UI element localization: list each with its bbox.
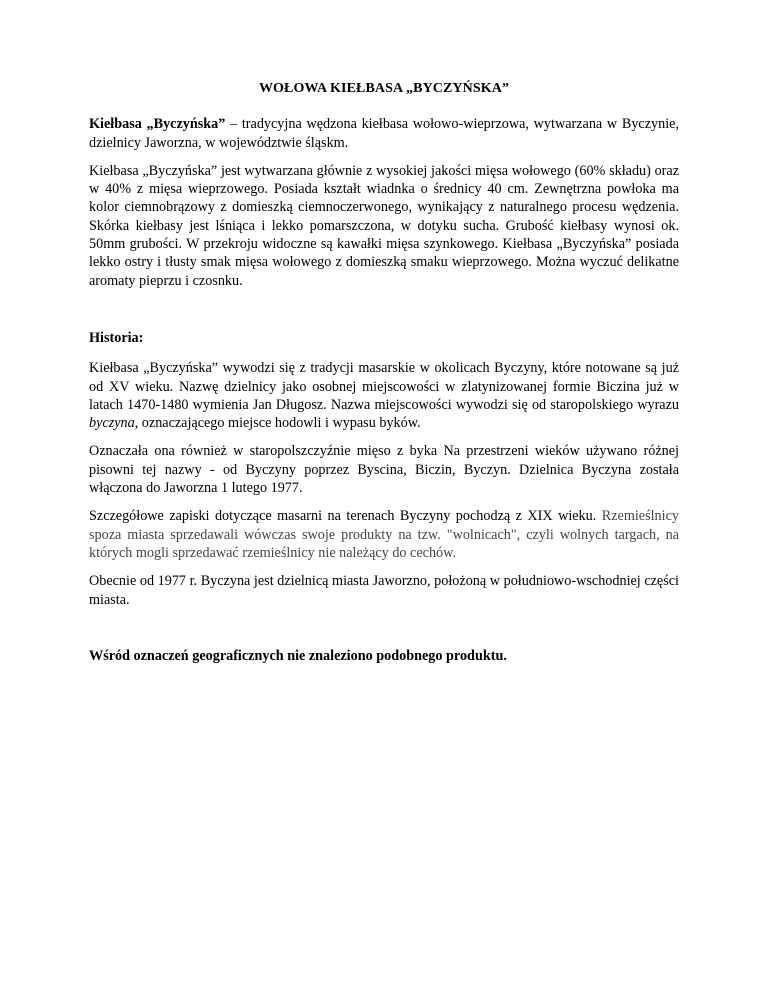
final-note: Wśród oznaczeń geograficznych nie znaleziono podobnego produktu. bbox=[89, 647, 507, 664]
history-paragraph-3 bbox=[89, 507, 679, 562]
history-p3-text: Szczegółowe zapiski dotyczące masarni na terenach Byczyny pochodzą z XIX wieku. bbox=[89, 508, 597, 525]
history-heading: Historia: bbox=[89, 329, 144, 346]
intro-text: – tradycyjna wędzona kiełbasa wołowo-wieprzowa, wytwarzana w Byczynie, dzielnicy Jaworzna, w województwie śląskm. bbox=[89, 116, 679, 151]
history-p1-text-end: oznaczającego miejsce hodowli i wypasu byków. bbox=[138, 415, 421, 432]
description-paragraph: Kiełbasa „Byczyńska” jest wytwarzana głównie z wysokiej jakości mięsa wołowego (60% składu) oraz w 40% z mięsa wieprzowego. Posiada kształt wiadnka o średnicy 40 cm. Zewnętrzna powłoka ma kolor ciemnobrązowy z domieszką ciemnoczerwonego, wynikający z naturalnego procesu wędzenia. Skórka kiełbasy jest lśniąca i lekko pomarszczona, w dotyku sucha. Grubość kiełbasy wynosi ok. 50mm grubości. W przekroju widoczne są kawałki mięsa szynkowego. Kiełbasa „Byczyńska” posiada lekko ostry i tłusty smak mięsa wołowego z domieszką smaku wieprzowego. Można wyczuć delikatne aromaty pieprzu i czosnku. bbox=[89, 162, 679, 289]
document-page bbox=[89, 80, 679, 675]
history-p3-gray-text: Rzemieślnicy spoza miasta sprzedawali wówczas swoje produkty na tzw. "wolnicach", czyli wolnych targach, na których mogli sprzedawać rzemieślnicy nie należący do cechów. bbox=[89, 508, 679, 561]
history-p1-italic-word: byczyna, bbox=[89, 415, 139, 432]
history-p1-text: Kiełbasa „Byczyńska” wywodzi się z tradycji masarskie w okolicach Byczyny, które notowane są już od XV wieku. Nazwę dzielnicy jako osobnej miejscowości w zlatynizowanej formie Biczina już w latach 1470-1480 wymienia Jan Długosz. Nazwa miejscowości wywodzi się od staropolskiego wyrazu bbox=[89, 360, 679, 413]
product-name: Kiełbasa „Byczyńska” bbox=[89, 116, 226, 133]
intro-paragraph bbox=[89, 115, 679, 152]
history-paragraph-4: Obecnie od 1977 r. Byczyna jest dzielnicą miasta Jaworzno, położoną w południowo-wschodniej części miasta. bbox=[89, 573, 679, 608]
document-title: WOŁOWA KIEŁBASA „BYCZYŃSKA” bbox=[258, 81, 510, 96]
history-paragraph-2: Oznaczała ona również w staropolszczyźnie mięso z byka Na przestrzeni wieków używano różnej pisowni tej nazwy - od Byczyny poprzez Byscina, Biczin, Byczyn. Dzielnica Byczyna została włączona do Jaworzna 1 lutego 1977. bbox=[89, 443, 679, 497]
history-paragraph-1 bbox=[89, 359, 679, 432]
